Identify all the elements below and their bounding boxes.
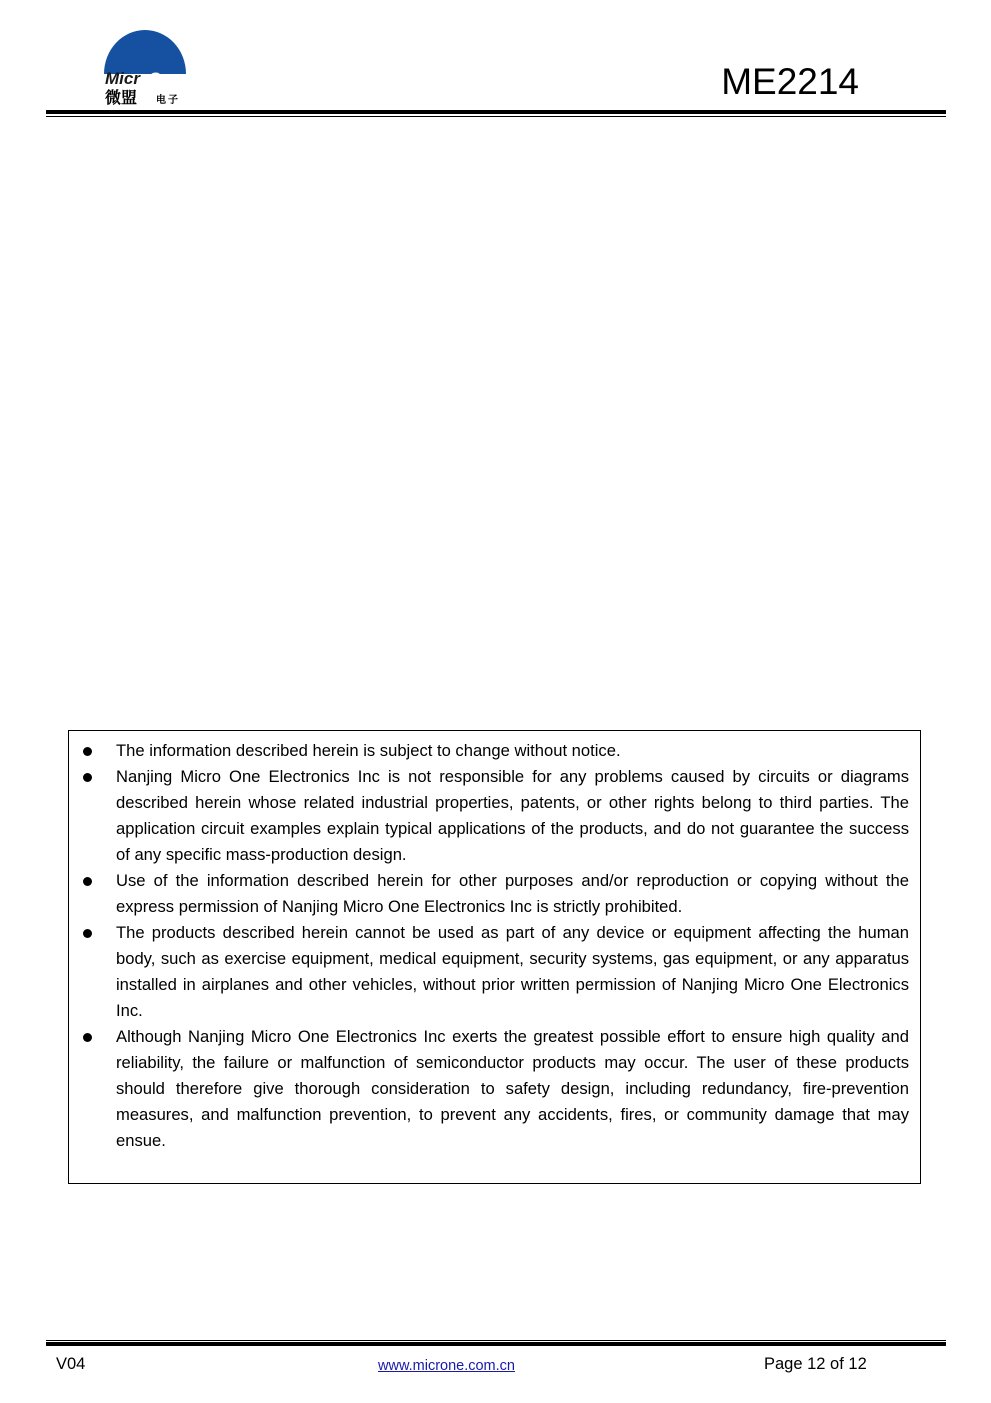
bullet-icon bbox=[83, 773, 92, 782]
bullet-icon bbox=[83, 747, 92, 756]
document-title: ME2214 bbox=[721, 61, 859, 102]
disclaimer-text: Use of the information described herein for other purposes and/or reproduction or copying without the express permission of Nanjing Micro One Electronics Inc is strictly prohibited. bbox=[116, 871, 909, 916]
disclaimer-item bbox=[69, 764, 920, 868]
version-label: V04 bbox=[56, 1355, 86, 1373]
disclaimer-item bbox=[69, 868, 920, 920]
logo-wordmark-left: Micr bbox=[105, 69, 140, 88]
disclaimer-item bbox=[69, 920, 920, 1024]
footer-divider-thin bbox=[46, 1340, 946, 1341]
header-divider bbox=[46, 110, 946, 114]
logo-chinese-suffix: 电子 bbox=[156, 95, 180, 106]
microne-logo-icon bbox=[102, 28, 190, 108]
bullet-icon bbox=[83, 1033, 92, 1042]
disclaimer-item bbox=[69, 1024, 920, 1154]
company-logo bbox=[102, 28, 190, 108]
bullet-icon bbox=[83, 929, 92, 938]
disclaimer-text: The information described herein is subject to change without notice. bbox=[116, 741, 621, 760]
disclaimer-item bbox=[69, 738, 920, 764]
logo-wordmark-right: One bbox=[148, 69, 182, 88]
page-number: Page 12 of 12 bbox=[764, 1355, 867, 1373]
disclaimer-text: The products described herein cannot be used as part of any device or equipment affecting the human body, such as exercise equipment, medical equipment, security systems, gas equipment, or any apparatus installed in airplanes and other vehicles, without prior written permission of Nanjing Micro One Electronics Inc. bbox=[116, 923, 909, 1020]
logo-chinese-name: 微盟 bbox=[105, 88, 138, 107]
disclaimer-text: Nanjing Micro One Electronics Inc is not responsible for any problems caused by circuits or diagrams described herein whose related industrial properties, patents, or other rights belong to third parties. The application circuit examples explain typical applications of the products, and do not guarantee the success of any specific mass-production design. bbox=[116, 767, 909, 864]
disclaimer-list bbox=[69, 738, 920, 1154]
disclaimer-box bbox=[68, 730, 921, 1184]
bullet-icon bbox=[83, 877, 92, 886]
disclaimer-text: Although Nanjing Micro One Electronics Inc exerts the greatest possible effort to ensure high quality and reliability, the failure or malfunction of semiconductor products may occur. The user of these products should therefore give thorough consideration to safety design, including redundancy, fire-prevention measures, and malfunction prevention, to prevent any accidents, fires, or community damage that may ensue. bbox=[116, 1027, 909, 1150]
footer-divider bbox=[46, 1342, 946, 1346]
website-link[interactable]: www.microne.com.cn bbox=[378, 1358, 515, 1374]
header-divider-thin bbox=[46, 116, 946, 117]
